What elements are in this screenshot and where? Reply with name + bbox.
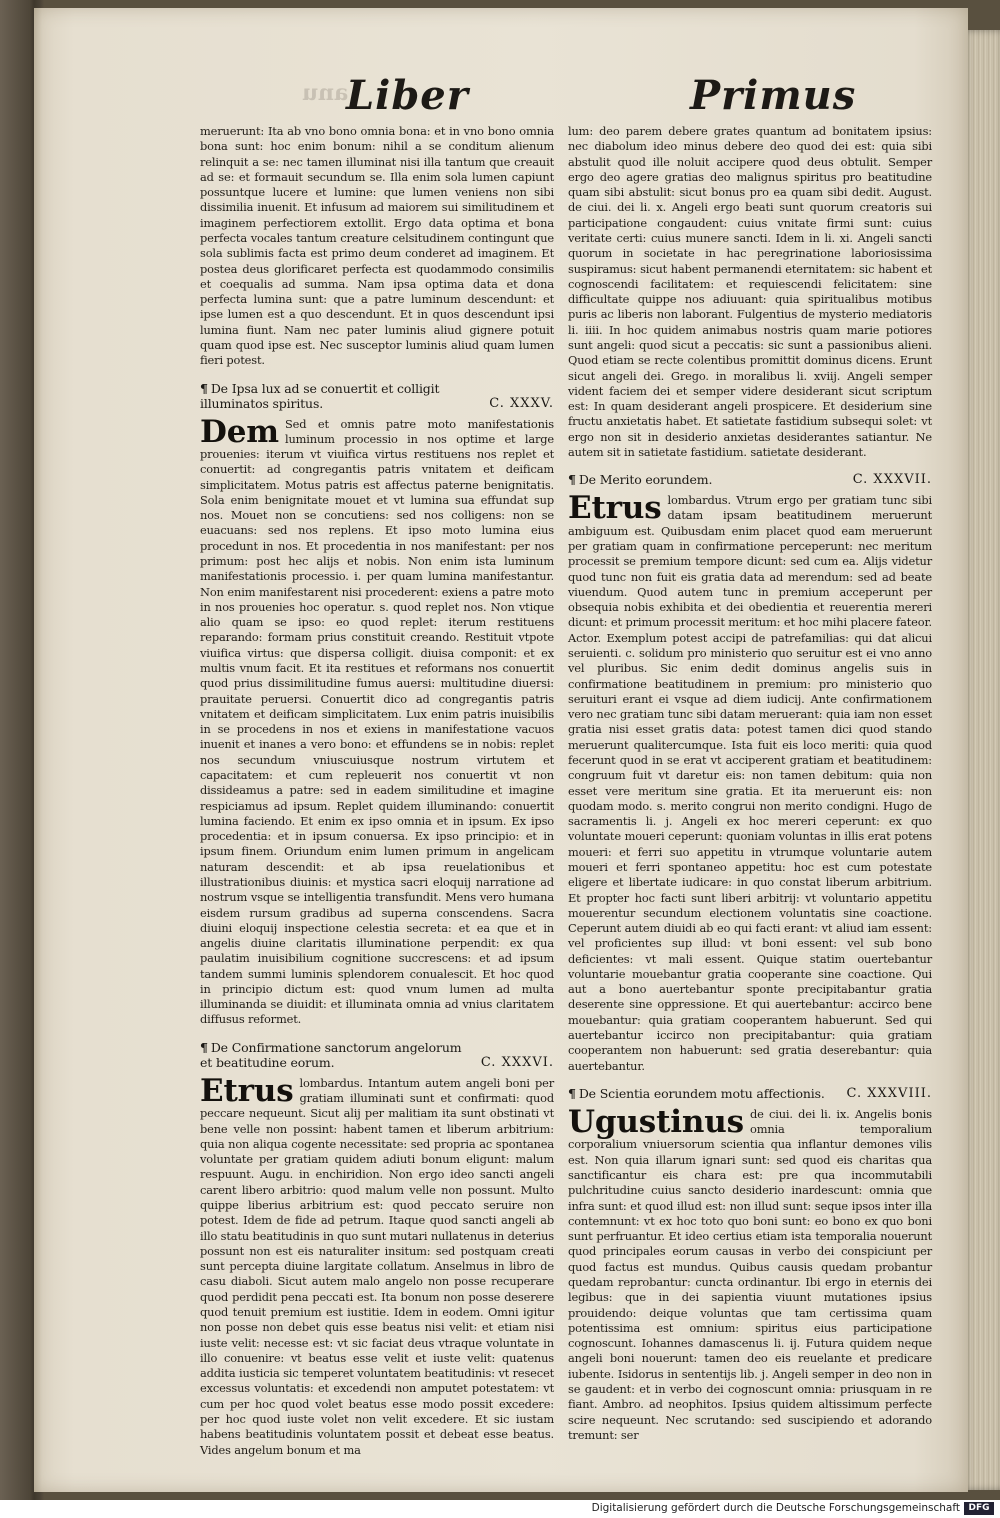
chapter-number: C. XXXV. xyxy=(489,395,554,411)
chapter-heading-xxxviii xyxy=(568,1086,932,1101)
right-paragraph-1: lum: deo parem debere grates quantum ad bonitatem ipsius: nec diabolum ideo minus debere deo quod dei est: quia sibi abstulit quod ille noluit accipere quod deus obtulit. Semper ergo deo agere gratias deo malignus spiritus pro beatitudine quam sibi abstulit: sicut bonus pro ea quam sibi dedit. August. de ciui. dei li. x. Angeli ergo beati sunt quorum creatoris sui participatione congaudent: cuius vnitate firmi sunt: cuius veritate certi: cuius munere sancti. Idem in li. xi. Angeli sancti quorum in societate in hac peregrinatione laboriosissima suspiramus: sicut habent permanendi eternitatem: sic habent et cognoscendi facilitatem: et requiescendi felicitatem: sine difficultate quippe nos adiuuant: quia spiritualibus motibus puris ac liberis non laborant. Fulgentius de mysterio mediatoris li. iiii. In hoc quidem animabus nostris quam marie potiores sunt angeli: quod sicut a peccatis: sic sunt a passionibus alieni. Quod etiam se recte colentibus promittit dominus dicens. Erunt sicut angeli dei. Grego. in moralibus li. xviij. Angeli semper vident faciem dei et semper videre desiderant sicut scriptum est: In quam desiderant angeli prospicere. Et desiderium sine fructu anxietatis habet. Et satietate fastidium subsequi solet: vt ergo non sit in desiderio anxietas desiderantes satiantur. Ne autem sit in satietate fastidium. satietate desiderant. xyxy=(568,124,932,459)
left-paragraph-3 xyxy=(200,1072,554,1458)
right-paragraph-2 xyxy=(568,490,932,1074)
initial-letter: Ugustinus xyxy=(568,1103,744,1140)
chapter-number: C. XXXVII. xyxy=(852,472,932,488)
chapter-title-text: De Merito eorundem. xyxy=(578,472,713,488)
pilcrow-icon: ¶ xyxy=(200,380,208,396)
chapter-heading-xxxvii xyxy=(568,472,932,487)
chapter-title xyxy=(568,1086,847,1101)
chapter-title-text: De Confirmatione sanctorum angelorum et beatitudine eorum. xyxy=(200,1039,462,1070)
initial-letter: Etrus xyxy=(568,490,662,527)
pilcrow-icon: ¶ xyxy=(200,1039,208,1055)
running-head-left: Liber xyxy=(346,72,469,119)
chapter-number: C. XXXVIII. xyxy=(846,1085,932,1101)
chapter-title-text: De Scientia eorundem motu affectionis. xyxy=(578,1085,825,1101)
initial-letter: Dem xyxy=(200,413,279,450)
left-column xyxy=(200,124,554,1458)
right-column xyxy=(568,124,932,1443)
left-paragraph-1: meruerunt: Ita ab vno bono omnia bona: et in vno bono omnia bona sunt: hoc enim bonum: nihil a se conditum alienum relinquit a se: nec tamen illuminat nisi illa tantum que creauit ad se: et formauit secundum se. Illa enim sola lumen capiunt possuntque lucere et lumine: que lumen veniens non sibi dissimilia inuenit. Et infusum ad maiorem sui similitudinem et imaginem perfectiorem extollit. Ergo data optima et bona perfecta vocales tantum creature celsitudinem contingunt que sola sublimis facta est primo deum conderet ad imaginem. Et postea deus glorificaret perfecta est quodammodo consimilis et coequalis ad summa. Nam ipsa optima data et dona perfecta lumina sunt: que a patre luminum descendunt: et ipse lumen est a quo descendunt. Et in quos descendunt ipsi lumina fiunt. Nam nec pater luminis aliud gignere potuit quam quod ipse est. Nec susceptor luminis aliud quam lumen fieri potest. xyxy=(200,124,554,368)
right-paragraph-3 xyxy=(568,1103,932,1443)
pilcrow-icon: ¶ xyxy=(568,472,576,488)
chapter-title xyxy=(200,381,489,411)
chapter-title-text: De Ipsa lux ad se conuertit et colligit illuminatos spiritus. xyxy=(200,380,440,411)
left-paragraph-2 xyxy=(200,413,554,1028)
paragraph-text: lombardus. Vtrum ergo per gratiam tunc sibi datam ipsam beatitudinem meruerunt ambiguum est. Quibusdam enim placet quod eam meruerunt per gratiam quam in confirmatione perceperunt: nec meritum processit se premium tempore dicunt: sed cum ea. Alijs videtur quod tunc non fuit eis gratia data ad merendum: sed ad beate viuendum. Quod autem tunc in premium acceperunt per obsequia nobis exhibita et dei obedientia et reuerentia mereri dicunt: et primum processit meritum: et hoc mihi placere fateor. Actor. Exemplum potest accipi de patrefamilias: qui dat alicui seruienti. c. solidum pro ministerio quo seruitur est ei vno anno vel pluribus. Sic enim dedit dominus angelis suis in confirmatione beatitudinem in premium: pro ministerio quo seruituri erant ei vsque ad diem iudicij. Ante confirmationem vero nec gratiam tunc sibi datam meruerant: quia iam non esset gratia nisi esset gratis data: potest tamen dici quod stando meruerunt qualitercumque. Ista fuit eis loco meriti: quia quod fecerunt quod in se erat vt acciperent gratiam et beatitudinem: congruum fuit vt daretur eis: non tamen debitum: quia non esset vere meritum sine gratia. Et ita meruerunt eis: non quodam modo. s. merito congrui non merito condigni. Hugo de sacramentis li. j. Angeli ex hoc mereri ceperunt: ex quo voluntate moueri ceperunt: quoniam voluntas in illis erat potens moueri: et ferri suo appetitu in vtrumque voluntarie autem moueri et ferri spontaneo appetitu: hoc est cum potestate eligere et libertate iudicare: in quo constat liberum arbitrium. Et propter hoc facti sunt liberi arbitrij: vt voluntario appetitu mouerentur secundum electionem voluntatis sine coactione. Ceperunt autem diuidi ab eo qui facti erant: vt aliud iam essent: vel proficientes sup illud: vt boni essent: vel sub bono deficientes: vt mali essent. Quique statim ouertebantur voluntarie mouebantur gratia cooperante sine coactione. Qui aut a bono auertebantur sponte precipitabantur gratia deserente sine oppressione. Et qui auertebantur: accirco bene mouebantur: quia gratiam cooperantem habuerunt. Sed qui auertebantur iccirco non precipitabantur: quia gratiam cooperantem non habuerunt: sed gratia deserebantur: quia auertebantur. xyxy=(568,493,932,1073)
chapter-heading-xxxvi xyxy=(200,1040,554,1070)
chapter-title xyxy=(200,1040,481,1070)
pilcrow-icon: ¶ xyxy=(568,1085,576,1101)
digitization-footer xyxy=(0,1500,1000,1518)
chapter-heading-xxxv xyxy=(200,381,554,411)
funding-credit: Digitalisierung gefördert durch die Deutsche Forschungsgemeinschaft xyxy=(591,1502,960,1514)
chapter-number: C. XXXVI. xyxy=(480,1054,554,1070)
paragraph-text: de ciui. dei li. ix. Angelis bonis omnia temporalium corporalium vniuersorum scientia qua inflantur demones vilis est. Non quia illarum ignari sunt: sed quod eis charitas qua sanctificantur eis chara est: pre qua incommutabili pulchritudine cuius sancto desiderio inardescunt: omnia que infra sunt: et quod illud est: non illud sunt: seque ipsos inter illa contemnunt: vt ex hoc toto quo boni sunt: eo bono ex quo boni sunt perfruantur. Et ideo certius etiam ista temporalia nouerunt quod principales eorum causas in verbo dei conspiciunt per quod factus est mundus. Quibus causis quedam probantur quedam reprobantur: cuncta ordinantur. Ibi ergo in eternis dei legibus: que in dei sapientia viuunt mutationes ipsius prouidendo: deique voluntas que tam certissima quam potentissima est omnium: spiritus eius participatione cognoscunt. Iohannes damascenus li. ij. Futura quidem neque angeli boni nouerunt: tamen deo eis reuelante et predicare iubente. Isidorus in sententijs lib. j. Angeli semper in deo non in se gaudent: et in verbo dei cognoscunt omnia: priusquam in re fiant. Ambro. ad neophitos. Ipsius quidem altissimum perfecte scire nequeunt. Nec scrutando: sed suscipiendo et adorando tremunt: ser xyxy=(568,1106,932,1442)
paragraph-text: lombardus. Intantum autem angeli boni per gratiam illuminati sunt et confirmati: quod peccare nequeunt. Sicut alij per malitiam ita sunt obstinati vt bene velle non possint: habent tamen et liberum arbitrium: quia non aliqua cogente necessitate: sed propria ac spontanea voluntate per gratiam quidem adiuti bonum eligunt: malum respuunt. Augu. in enchiridion. Non ergo ideo sancti angeli carent libero arbitrio: quod malum velle non possunt. Multo quippe liberius arbitrium est: quod peccato seruire non potest. Idem de fide ad petrum. Itaque quod sancti angeli ab illo statu beatitudinis in quo sunt mutari nullatenus in deterius possunt non est eis naturaliter insitum: sed postquam creati sunt percepta diuine largitate collatum. Anselmus in libro de casu diaboli. Sicut autem malo angelo non posse recuperare quod perdidit pena peccati est. Ita bonum non posse deserere quod tenuit premium est iustitie. Idem in eodem. Omni igitur non posse non debet quis esse beatus nisi velit: et etiam nisi iuste velit: necesse est: vt sic faciat deus vtraque voluntate in illo conuenire: vt beatus esse velit et iuste velit: quatenus addita iusticia sic temperet voluntatem beatitudinis: vt resecet excessus voluntatis: et excedendi non amputet potestatem: vt cum per hoc quod volet beatus esse modo possit excedere: per hoc quod iuste volet non velit excedere. Et sic iustam habens beatitudinis voluntatem possit et debeat esse beatus. Vides angelum bonum et ma xyxy=(200,1075,554,1457)
dfg-logo-icon: DFG xyxy=(964,1502,994,1515)
bleed-through-text: anu xyxy=(302,80,349,106)
chapter-title xyxy=(568,472,853,487)
running-head-right: Primus xyxy=(690,72,857,119)
paragraph-text: Sed et omnis patre moto manifestationis luminum processio in nos optime et large prouenies: iterum vt viuifica virtus restituens nos replet et conuertit: ad congregantis patris vnitatem et deificam simplicitatem. Motus patris est affectus paterne benignitatis. Sola enim benignitate mouet et vt lumina sua effundat sup nos. Mouet non se concutiens: sed nos colligens: non se euacuans: sed nos replens. Et ipso moto lumina eius procedunt in nos. Et procedentia in nos manifestant: per nos primum: post hec alijs et nobis. Non enim ista luminum manifestationis processio. i. per quam lumina manifestantur. Non enim manifestarent nisi procederent: exiens a patre moto in nos prouenies hoc operatur. s. quod replet nos. Non vtique alio quam se ipso: eo quod replet: iterum restituens reparando: formam prius constituit creando. Restituit vtpote viuifica virtus: que dispersa colligit. diuisa componit: et ex multis vnum facit. Et ita restitues et reformans nos conuertit quod prius dissimilitudine fumus auersi: multitudine diuersi: prauitate peruersi. Conuertit dico ad congregantis patris vnitatem et deificam simplicitatem. Lux enim patris inuisibilis in se procedens in nos et exiens in manifestatione vacuos inuenit et inanes a vero bono: et effundens se in nobis: replet nos secundum vniuscuiusque nostrum virtutem et capacitatem: et cum repleuerit nos conuertit vt non dissideamus a patre: sed in eadem similitudine et imagine respiciamus ad ipsum. Replet quidem illuminando: conuertit lumina faciendo. Et enim ex ipso omnia et in ipsum. Ex ipso procedentia: et in ipsum conuersa. Ex ipso principio: et in ipsum finem. Oriundum enim lumen primum in angelicam naturam descendit: et ab ipsa reuelationibus et illustrationibus diuinis: et mystica sacri eloquij narratione ad nostrum vsque se intelligentia transfundit. Mens vero humana eisdem rursum gradibus ad superna conscendens. Sacra diuini eloquij inspectione celestia secreta: et ea que et in angelis diuine claritatis illuminatione perpendit: ex qua paulatim inuisibilium cognitione succrescens: et ad ipsum tandem summi luminis splendorem conualescit. Et hoc quod in principio dictum est: quod vnum lumen ad multa illuminanda se diuidit: et illuminata omnia ad vnius claritatem diffusus reformet. xyxy=(200,416,554,1027)
initial-letter: Etrus xyxy=(200,1072,294,1109)
